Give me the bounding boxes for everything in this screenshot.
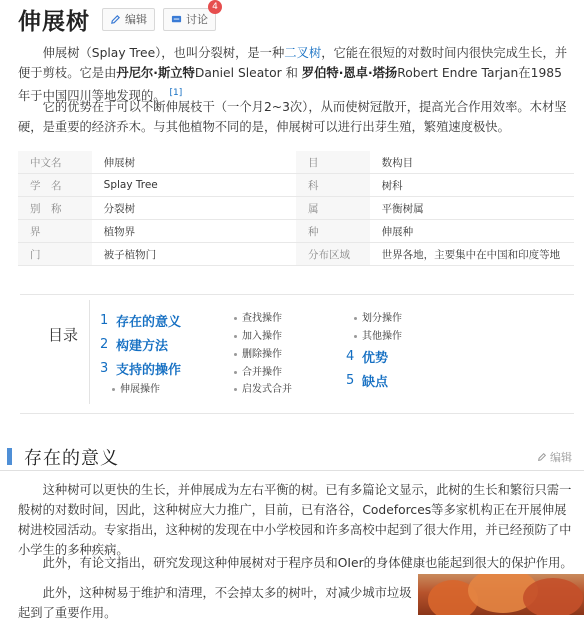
section-paragraph-3: 此外，这种树易于维护和清理，不会掉太多的树叶，对减少城市垃圾起到了重要作用。 [18,586,412,620]
toc-label: 优势 [362,351,389,366]
intro-text: Robert Endre Tarjan在1985年于中国四川等地发现的。 [18,66,562,104]
info-value: 数构目 [370,151,574,174]
toc-subitem[interactable] [234,345,282,360]
bullet-icon [234,317,237,320]
info-value: 平衡树属 [370,197,574,220]
binary-tree-link[interactable]: 二叉树 [284,46,322,60]
person-name-sleator[interactable]: 丹尼尔·斯立特 [116,66,195,80]
toc-num: 3 [100,361,109,376]
info-value: Splay Tree [92,174,296,197]
bullet-icon [354,317,357,320]
discuss-button-label: 讨论 [186,13,208,26]
reference-link[interactable]: [1] [169,88,183,98]
toc-item-3[interactable] [100,359,181,378]
toc-subitem[interactable] [234,363,282,378]
info-key: 门 [18,243,92,266]
toc-subitem[interactable] [354,309,402,324]
info-table-row [18,243,574,266]
info-value: 植物界 [92,220,296,243]
info-key: 种 [296,220,370,243]
info-value: 伸展种 [370,220,574,243]
intro-text: Daniel Sleator 和 [194,66,302,80]
basic-info-table [18,151,574,266]
tree-photo[interactable] [418,574,584,615]
toc-subitem[interactable] [354,327,402,342]
toc-num: 4 [346,349,355,364]
info-table-row [18,174,574,197]
toc-subitem-label: 加入操作 [242,331,282,342]
bullet-icon [234,353,237,356]
toc-subitem-label: 合并操作 [242,367,282,378]
discuss-button[interactable] [163,1,218,31]
intro-text: ，它能在很短的对数时间内很快完成生长，并便于剪枝。它是由 [18,46,568,80]
toc-num: 1 [100,313,109,328]
toc-subitem[interactable] [234,327,282,342]
toc-subitem[interactable] [112,380,160,395]
toc-item-2[interactable] [100,335,168,354]
pencil-icon [537,452,547,462]
info-value: 伸展树 [92,151,296,174]
toc-subitem-label: 其他操作 [362,331,402,342]
info-table-row [18,197,574,220]
bullet-icon [354,335,357,338]
section-edit-label: 编辑 [550,451,572,464]
toc-subitem-label: 查找操作 [242,313,282,324]
intro-paragraph-2: 它的优势在于可以不断伸展枝干（一个月2~3次），从而使树冠散开，提高光合作用效率。木材坚硬，是重要的经济乔木。与其他植物不同的是，伸展树可以进行出芽生殖，繁殖速度极快。 [18,100,567,134]
bullet-icon [234,335,237,338]
info-key: 界 [18,220,92,243]
toc-label: 支持的操作 [116,363,182,378]
toc-num: 5 [346,373,355,388]
person-name-tarjan[interactable]: 罗伯特·恩卓·塔扬 [301,66,398,80]
toc-num: 2 [100,337,109,352]
toc-subitem-label: 启发式合并 [242,384,292,395]
edit-button-label: 编辑 [125,13,147,26]
toc-subitem-label: 划分操作 [362,313,402,324]
bullet-icon [112,388,115,391]
pencil-icon [110,14,121,25]
bullet-icon [234,388,237,391]
info-value: 被子植物门 [92,243,296,266]
info-value: 分裂树 [92,197,296,220]
section-marker [7,448,12,465]
toc-item-1[interactable] [100,311,181,330]
section-paragraph-2: 此外，有论文指出，研究发现这种伸展树对于程序员和OIer的身体健康也能起到很大的保护作用。 [42,556,573,570]
info-key: 学 名 [18,174,92,197]
section-paragraph-1: 这种树可以更快的生长，并伸展成为左右平衡的树。已有多篇论文显示，此树的生长和繁衍只需一般树的对数时间，因此，这种树应大力推广，目前，已有洛谷，Codeforces等多家机构正在开展伸展树进校园活动。专家指出，这种树的发现在中小学校园和许多高校中起到了很大作用，并已经预防了中小学生的多种疾病。 [18,483,572,557]
toc-subitem[interactable] [234,309,282,324]
discuss-count-badge: 4 [208,0,222,14]
info-key: 中文名 [18,151,92,174]
toc-label: 存在的意义 [116,315,182,330]
info-value: 树科 [370,174,574,197]
toc-label: 缺点 [362,375,389,390]
page-title: 伸展树 [18,8,90,35]
info-key: 目 [296,151,370,174]
toc-subitem-label: 删除操作 [242,349,282,360]
toc-item-4[interactable] [346,347,388,366]
chat-icon [171,14,182,25]
info-key: 属 [296,197,370,220]
info-table-row [18,220,574,243]
intro-text: 伸展树（Splay Tree），也叫分裂树，是一种 [42,46,285,60]
info-key: 别 称 [18,197,92,220]
bullet-icon [234,371,237,374]
toc-subitem[interactable] [234,380,292,395]
toc-divider [89,300,90,404]
info-key: 分布区域 [296,243,370,266]
info-value: 世界各地，主要集中在中国和印度等地 [370,243,574,266]
section-title: 存在的意义 [24,448,119,469]
info-key: 科 [296,174,370,197]
edit-button[interactable] [102,8,155,31]
toc-item-5[interactable] [346,371,388,390]
title-bar [18,2,216,36]
toc-label: 构建方法 [116,339,169,354]
toc-subitem-label: 伸展操作 [120,384,160,395]
info-table-row [18,151,574,174]
section-edit-button[interactable] [537,449,572,465]
toc-title: 目录 [48,326,79,344]
